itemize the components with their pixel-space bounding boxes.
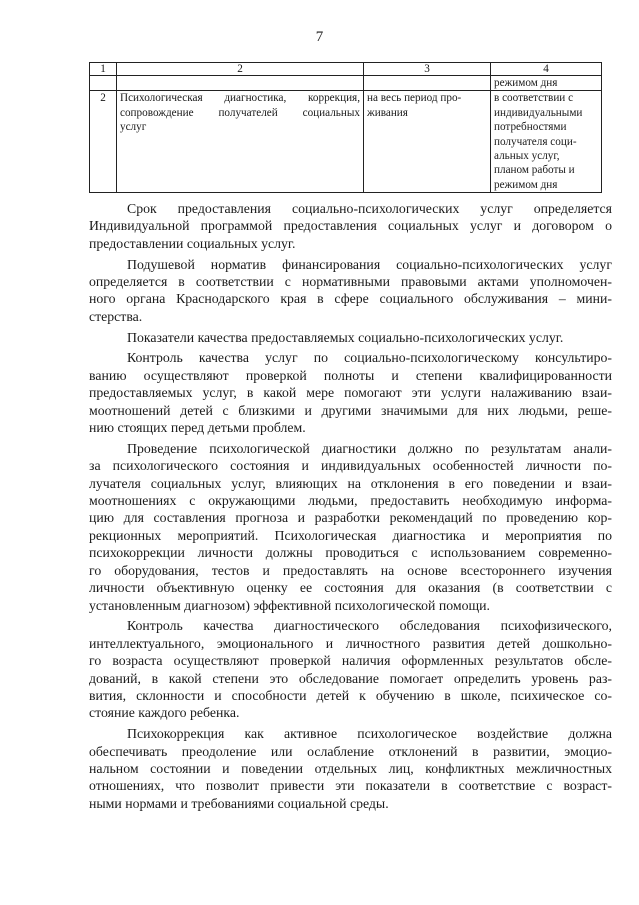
paragraph-line: лучателя социальных услуг, влияющих на отклонения в его поведении и взаи- — [89, 475, 612, 491]
paragraph-line: рекционных мероприятий. Психологическая диагностика и мероприятия по — [89, 527, 612, 543]
paragraph-line: личности объективную оценку ее состояния для оказания (в соответствии с — [89, 580, 612, 596]
table-row — [90, 91, 602, 193]
period-line: живания — [367, 106, 408, 119]
service-terms-cell — [491, 91, 602, 193]
service-period-cell — [364, 91, 491, 193]
paragraph-line: Показатели качества предоставляемых социально-психологических услуг. — [127, 329, 564, 345]
paragraph-line: моотношений детей с близкими и другими значимыми для них людьми, реше- — [89, 402, 612, 418]
service-line: Психологическая диагностика, коррекция, — [120, 92, 360, 105]
paragraph-line: ванию осуществляют проверкой полноты и степени квалифицированности — [89, 367, 612, 383]
paragraph-line: установленным диагнозом) эффективной психологической помощи. — [89, 597, 490, 613]
paragraph-line: предоставляемых услуг, в какой мере помогают эти услуги налаживанию взаи- — [89, 385, 612, 401]
paragraph — [89, 617, 612, 721]
table-continuation-row — [90, 76, 602, 91]
period-line: на весь период про- — [367, 92, 462, 105]
terms-line: потребностями — [494, 121, 567, 134]
paragraph — [89, 256, 612, 326]
paragraph-line: стояние каждого ребенка. — [89, 705, 240, 721]
paragraph-line: Психокоррекция как активное психологическое воздействие должна — [127, 726, 612, 742]
cont-cell-4: режимом дня — [491, 76, 602, 91]
cont-cell-2 — [117, 76, 364, 91]
header-col-1: 1 — [90, 63, 117, 76]
terms-line: индивидуальными — [494, 106, 583, 119]
paragraph-line: дований, в какой степени это обследование помогает определить уровень раз- — [89, 670, 612, 686]
paragraph-line: моотношениях с окружающими людьми, предоставить необходимую информа- — [89, 493, 612, 509]
terms-line: в соответствии с — [494, 92, 574, 105]
paragraph-line: психокоррекции личности должны проводиться с использованием современно- — [89, 545, 612, 561]
paragraph-line: Контроль качества услуг по социально-психологическому консультиро- — [127, 350, 612, 366]
paragraph — [89, 329, 612, 346]
paragraph-line: цию для составления прогноза и разработки рекомендаций по проведению кор- — [89, 510, 612, 526]
paragraph-line: нальном состоянии и поведении отдельных лиц, конфликтных межличностных — [89, 760, 612, 776]
paragraph-line: ными нормами и требованиями социальной среды. — [89, 795, 389, 811]
paragraph-line: предоставлении социальных услуг. — [89, 235, 296, 251]
terms-line: планом работы и — [494, 164, 575, 177]
paragraph-line: обеспечивать преодоление или ослабление отклонений в развитии, эмоцио- — [89, 743, 612, 759]
cont-cell-1 — [90, 76, 117, 91]
paragraph — [89, 349, 612, 436]
paragraph-line: Контроль качества диагностического обследования психофизического, — [127, 618, 612, 634]
paragraph-line: вития, склонности и способности детей к обучению в школе, психическое со- — [89, 687, 612, 703]
header-col-3: 3 — [364, 63, 491, 76]
paragraph-line: Проведение психологической диагностики должно по результатам анали- — [127, 440, 612, 456]
paragraph-line: Подушевой норматив финансирования социально-психологических услуг — [127, 256, 612, 272]
document-body — [89, 200, 612, 816]
cont-cell-3 — [364, 76, 491, 91]
paragraph-line: стерства. — [89, 308, 143, 324]
services-table — [89, 62, 602, 193]
page-number: 7 — [315, 29, 324, 45]
header-col-2: 2 — [117, 63, 364, 76]
paragraph-line: го возраста осуществляют проверкой наличия оформленных результатов обсле- — [89, 653, 612, 669]
paragraph-line: отношениях, что позволит привести эти показатели в соответствие с возраст- — [89, 778, 612, 794]
paragraph-line: за психологического состояния и индивидуальных особенностей личности по- — [89, 458, 612, 474]
paragraph-line: определяется в соответствии с нормативными правовыми актами уполномочен- — [89, 274, 612, 290]
service-line: сопровождение получателей социальных — [120, 106, 360, 119]
paragraph-line: интеллектуального, эмоционального и личностного развития детей дошкольно- — [89, 635, 612, 651]
paragraph-line: го оборудования, тестов и предоставлять на основе всестороннего изучения — [89, 562, 612, 578]
paragraph-line: нию стоящих перед детьми проблем. — [89, 420, 306, 436]
paragraph-line: Индивидуальной программой предоставления социальных услуг и договором о — [89, 218, 612, 234]
header-col-4: 4 — [491, 63, 602, 76]
table-header-row — [90, 63, 602, 76]
paragraph — [89, 440, 612, 614]
paragraph — [89, 200, 612, 252]
terms-line: получателя соци- — [494, 135, 577, 148]
service-name-cell — [117, 91, 364, 193]
paragraph-line: ного органа Краснодарского края в сфере социального обслуживания – мини- — [89, 291, 612, 307]
service-line: услуг — [120, 121, 147, 134]
row-number: 2 — [90, 91, 117, 193]
paragraph — [89, 725, 612, 812]
paragraph-line: Срок предоставления социально-психологических услуг определяется — [127, 201, 612, 216]
terms-line: режимом дня — [494, 178, 558, 191]
terms-line: альных услуг, — [494, 150, 560, 163]
